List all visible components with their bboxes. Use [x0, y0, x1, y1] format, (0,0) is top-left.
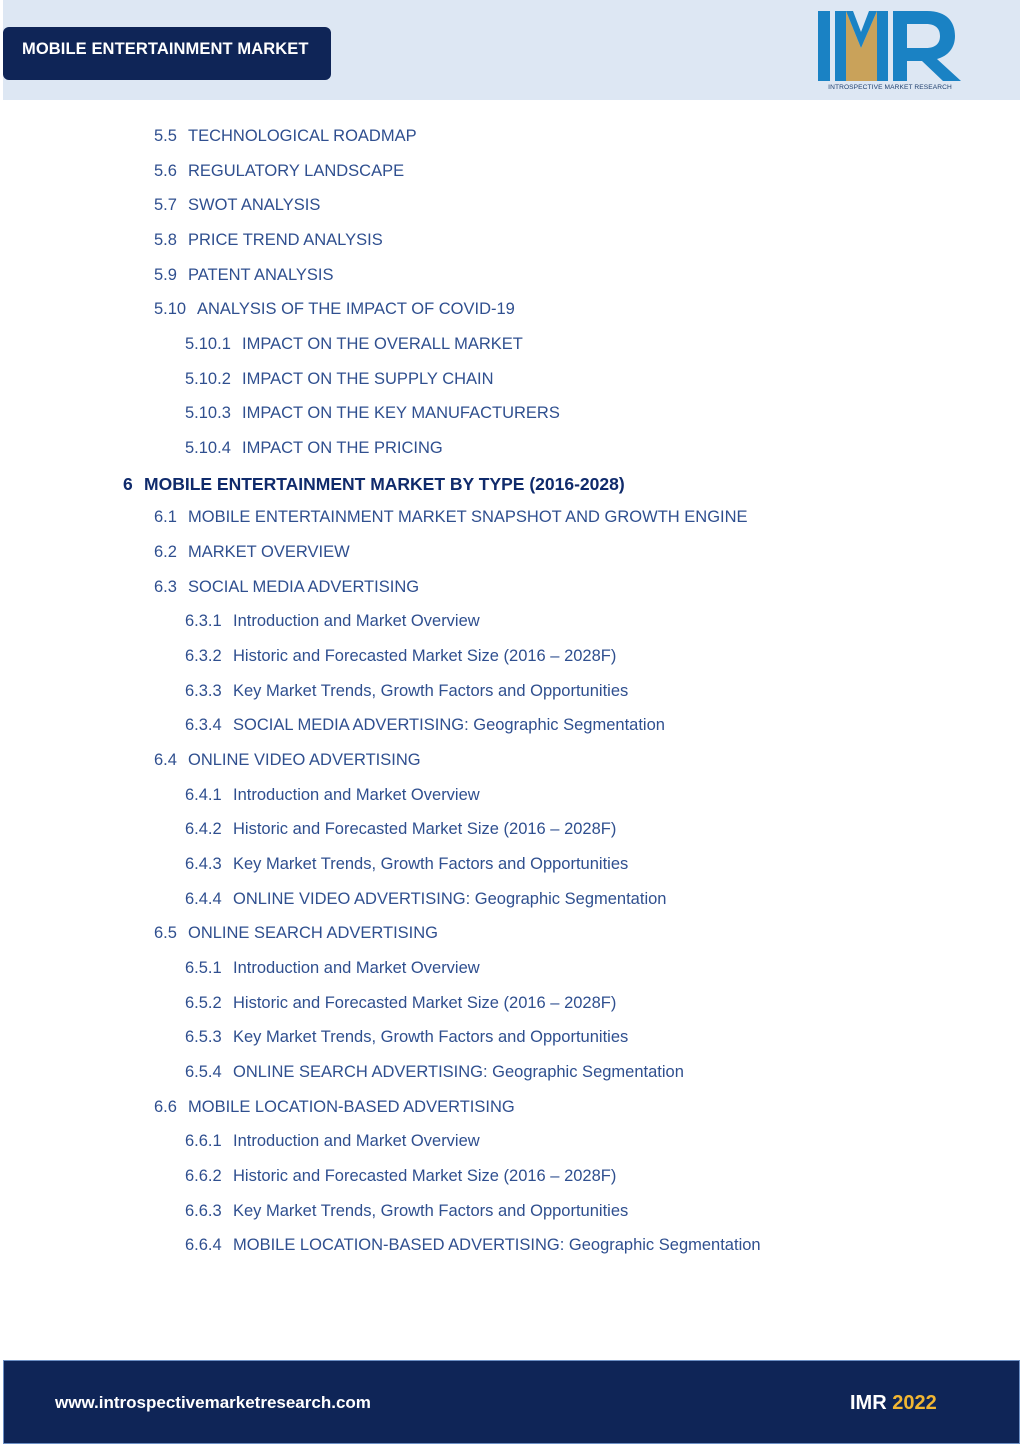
toc-entry-number: 5.7: [154, 196, 177, 215]
toc-entry-title: Introduction and Market Overview: [233, 612, 480, 631]
toc-entry-number: 5.10.3: [185, 404, 231, 423]
toc-entry-title: ONLINE VIDEO ADVERTISING: Geographic Segmentation: [233, 889, 667, 908]
toc-entry-number: 6.6.1: [185, 1132, 222, 1151]
toc-entry-number: 5.6: [154, 161, 177, 180]
toc-entry[interactable]: [185, 854, 628, 874]
toc-entry-title: MOBILE LOCATION-BASED ADVERTISING: Geographic Segmentation: [233, 1236, 761, 1255]
toc-entry-title: ANALYSIS OF THE IMPACT OF COVID-19: [197, 300, 515, 319]
toc-entry-title: SOCIAL MEDIA ADVERTISING: [188, 577, 420, 596]
toc-entry-title: Key Market Trends, Growth Factors and Opportunities: [233, 1201, 629, 1220]
toc-entry[interactable]: [185, 819, 616, 839]
toc-entry-title: IMPACT ON THE SUPPLY CHAIN: [242, 369, 494, 388]
toc-entry-number: 5.9: [154, 265, 177, 284]
toc-entry-number: 6.3.3: [185, 681, 222, 700]
toc-entry-number: 6.4.3: [185, 855, 222, 874]
toc-entry[interactable]: [185, 993, 616, 1013]
toc-entry-number: 6.6.2: [185, 1167, 222, 1186]
toc-entry-number: 6.5.1: [185, 959, 222, 978]
toc-entry-number: 5.5: [154, 127, 177, 145]
toc-entry-number: 6.4.1: [185, 785, 222, 804]
toc-entry-number: 6.4.4: [185, 889, 222, 908]
toc-entry[interactable]: [185, 785, 480, 805]
toc-entry-title: PATENT ANALYSIS: [188, 265, 334, 284]
toc-entry-number: 5.10.4: [185, 439, 231, 457]
toc-entry-number: 6.3.1: [185, 612, 222, 631]
toc-entry-title: Key Market Trends, Growth Factors and Opportunities: [233, 1028, 629, 1047]
toc-entry-title: ONLINE SEARCH ADVERTISING: Geographic Segmentation: [233, 1063, 684, 1082]
toc-entry-title: ONLINE SEARCH ADVERTISING: [188, 924, 439, 943]
report-title-badge: MOBILE ENTERTAINMENT MARKET: [3, 27, 331, 80]
toc-entry-title: IMPACT ON THE OVERALL MARKET: [242, 335, 523, 353]
toc-entry-title: Historic and Forecasted Market Size (2016 – 2028F): [233, 1167, 617, 1186]
toc-entry[interactable]: [185, 611, 480, 631]
toc-entry-number: 6.4.2: [185, 820, 222, 839]
toc-entry-number: 6.3: [154, 577, 177, 596]
toc-entry[interactable]: [123, 474, 625, 494]
toc-entry-number: 6.3.2: [185, 647, 222, 666]
toc-entry[interactable]: [154, 577, 419, 597]
footer-year: 2022: [892, 1392, 937, 1414]
toc-entry[interactable]: [154, 750, 421, 770]
toc-entry-number: 6.5: [154, 924, 177, 943]
imr-logo-mark: [815, 10, 965, 84]
toc-entry[interactable]: [154, 1097, 515, 1117]
toc-entry-number: 6.6.3: [185, 1201, 222, 1220]
toc-entry-number: 6.3.4: [185, 716, 222, 735]
toc-entry[interactable]: [154, 230, 383, 250]
toc-entry[interactable]: [185, 1235, 761, 1255]
toc-entry-title: ONLINE VIDEO ADVERTISING: [188, 751, 421, 770]
toc-entry[interactable]: [185, 681, 628, 701]
toc-entry-title: IMPACT ON THE KEY MANUFACTURERS: [242, 404, 560, 423]
toc-entry-number: 6.1: [154, 508, 177, 527]
toc-entry-title: TECHNOLOGICAL ROADMAP: [188, 127, 417, 145]
toc-entry[interactable]: [185, 1201, 628, 1221]
toc-entry[interactable]: [185, 889, 666, 909]
toc-entry-title: Historic and Forecasted Market Size (2016 – 2028F): [233, 820, 617, 839]
toc-entry[interactable]: [154, 161, 404, 181]
toc-entry-number: 5.10: [154, 300, 187, 319]
toc-entry[interactable]: [154, 126, 417, 146]
toc-entry[interactable]: [185, 1027, 628, 1047]
toc-entry[interactable]: [154, 195, 320, 215]
footer-website-link[interactable]: www.introspectivemarketresearch.com: [55, 1393, 371, 1412]
toc-entry[interactable]: [185, 1131, 480, 1151]
toc-entry-title: MOBILE ENTERTAINMENT MARKET BY TYPE (2016-2028): [144, 473, 625, 494]
toc-entry[interactable]: [185, 646, 616, 666]
imr-logo: [815, 10, 965, 96]
toc-entry[interactable]: [154, 923, 438, 943]
toc-entry[interactable]: [185, 715, 665, 735]
toc-entry-number: 6.2: [154, 543, 177, 561]
toc-entry[interactable]: [154, 542, 350, 562]
toc-entry-title: SOCIAL MEDIA ADVERTISING: Geographic Segmentation: [233, 716, 665, 735]
toc-entry-number: 6: [123, 473, 133, 494]
toc-entry[interactable]: [154, 265, 334, 285]
toc-entry[interactable]: [185, 958, 480, 978]
toc-entry-title: MOBILE LOCATION-BASED ADVERTISING: [188, 1097, 515, 1116]
toc-entry-title: MOBILE ENTERTAINMENT MARKET SNAPSHOT AND GROWTH ENGINE: [188, 508, 748, 527]
footer-brand-name: IMR: [850, 1392, 887, 1414]
toc-entry[interactable]: [185, 369, 494, 389]
toc-entry-title: IMPACT ON THE PRICING: [242, 439, 443, 457]
logo-caption: INTROSPECTIVE MARKET RESEARCH: [828, 84, 952, 91]
toc-entry-title: Introduction and Market Overview: [233, 1132, 480, 1151]
toc-entry[interactable]: [154, 507, 748, 527]
toc-entry-number: 6.6: [154, 1097, 177, 1116]
footer-brand: [850, 1392, 937, 1415]
toc-entry-number: 5.10.2: [185, 369, 231, 388]
toc-entry-title: PRICE TREND ANALYSIS: [188, 231, 383, 249]
toc-entry-title: MARKET OVERVIEW: [188, 543, 350, 561]
toc-entry-number: 6.5.3: [185, 1028, 222, 1047]
toc-entry-number: 6.4: [154, 751, 177, 770]
toc-entry-number: 6.6.4: [185, 1236, 222, 1255]
toc-entry[interactable]: [154, 299, 515, 319]
toc-entry[interactable]: [185, 1166, 616, 1186]
page-footer: [3, 1360, 1020, 1444]
toc-entry-number: 5.8: [154, 231, 177, 249]
toc-entry-title: Introduction and Market Overview: [233, 959, 480, 978]
toc-entry[interactable]: [185, 438, 443, 458]
toc-entry[interactable]: [185, 1062, 684, 1082]
page-header: [3, 0, 1020, 100]
toc-entry[interactable]: [185, 403, 560, 423]
toc-entry-number: 5.10.1: [185, 335, 231, 353]
toc-entry-title: Introduction and Market Overview: [233, 785, 480, 804]
toc-entry-title: Key Market Trends, Growth Factors and Opportunities: [233, 681, 629, 700]
toc-entry-title: SWOT ANALYSIS: [188, 196, 321, 215]
toc-entry[interactable]: [185, 334, 523, 354]
toc-entry-title: Historic and Forecasted Market Size (2016 – 2028F): [233, 647, 617, 666]
toc-entry-number: 6.5.4: [185, 1063, 222, 1082]
toc-entry-title: Key Market Trends, Growth Factors and Opportunities: [233, 855, 629, 874]
toc-entry-number: 6.5.2: [185, 993, 222, 1012]
toc-entry-title: Historic and Forecasted Market Size (2016 – 2028F): [233, 993, 617, 1012]
toc-entry-title: REGULATORY LANDSCAPE: [188, 161, 405, 180]
